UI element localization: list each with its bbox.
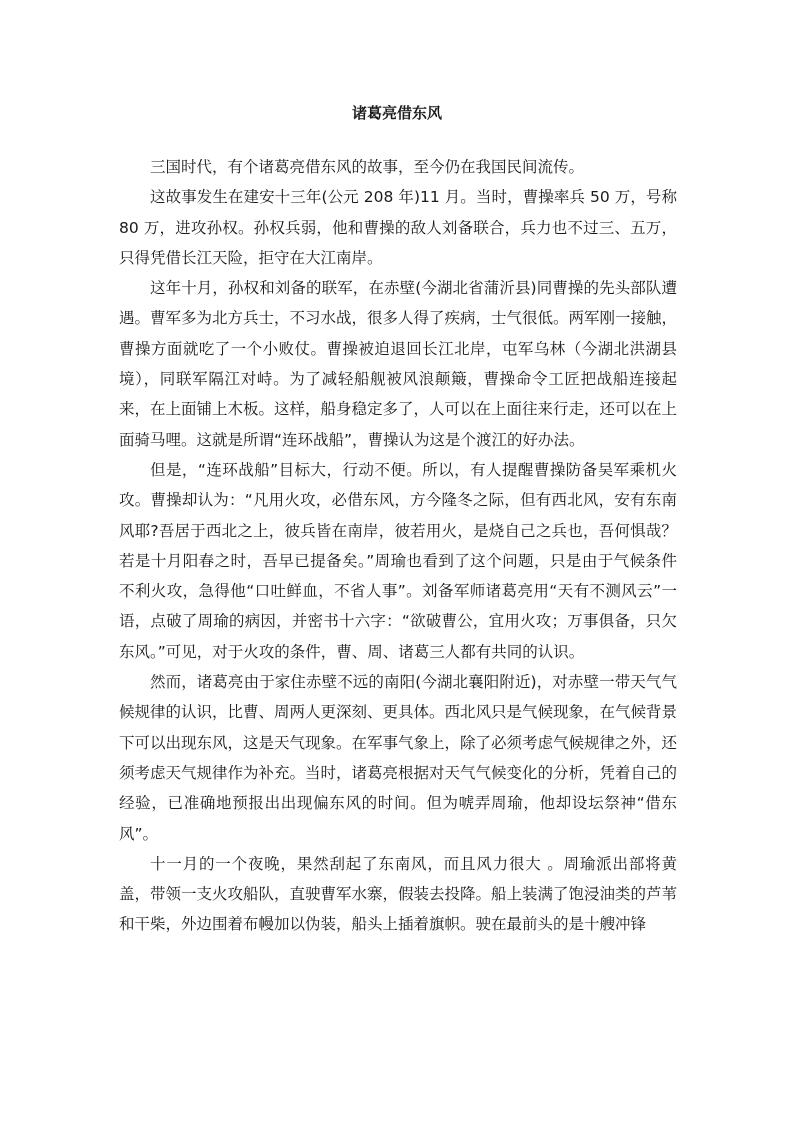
paragraph: 然而，诸葛亮由于家住赤壁不远的南阳(今湖北襄阳附近)，对赤壁一带天气气候规律的认识，比曹、周两人更深刻、更具体。西北风只是气候现象，在气候背景下可以出现东风，这是天气现象。在军事气象上，除了必须考虑气候规律之外，还须考虑天气规律作为补充。当时，诸葛亮根据对天气气候变化的分析，凭着自己的经验，已准确地预报出出现偏东风的时间。但为唬弄周瑜，他却设坛祭神“借东风”。 bbox=[119, 673, 678, 843]
paragraph: 三国时代，有个诸葛亮借东风的故事，至今仍在我国民间流传。 bbox=[150, 158, 585, 176]
paragraph: 十一月的一个夜晚，果然刮起了东南风，而且风力很大 。周瑜派出部将黄盖，带领一支火攻船队，直驶曹军水寨，假装去投降。船上装满了饱浸油类的芦苇和干柴，外边围着布幔加以伪装，船头上插着旗帜。驶在最前头的是十艘冲锋 bbox=[119, 854, 678, 934]
document-title: 诸葛亮借东风 bbox=[351, 104, 442, 122]
paragraph: 但是，“连环战船”目标大，行动不便。所以，有人提醒曹操防备吴军乘机火攻。曹操却认为：“凡用火攻，必借东风，方今隆冬之际，但有西北风，安有东南风耶?吾居于西北之上，彼兵皆在南岸，彼若用火，是烧自己之兵也，吾何惧哉？若是十月阳春之时，吾早已提备矣。”周瑜也看到了这个问题，只是由于气候条件不利火攻，急得他“口吐鲜血，不省人事”。刘备军师诸葛亮用“天有不测风云”一语，点破了周瑜的病因，并密书十六字：“欲破曹公，宜用火攻；万事俱备，只欠东风。”可见，对于火攻的条件，曹、周、诸葛三人都有共同的认识。 bbox=[119, 460, 677, 661]
paragraph: 这年十月，孙权和刘备的联军，在赤壁(今湖北省蒲沂县)同曹操的先头部队遭遇。曹军多为北方兵士，不习水战，很多人得了疾病，士气很低。两军刚一接触，曹操方面就吃了一个小败仗。曹操被迫退回长江北岸，屯军乌林（今湖北洪湖县境），同联军隔江对峙。为了减轻船舰被风浪颠簸，曹操命令工匠把战船连接起来，在上面铺上木板。这样，船身稳定多了，人可以在上面往来行走，还可以在上面骑马哩。这就是所谓“连环战船”，曹操认为这是个渡江的好办法。 bbox=[119, 279, 678, 449]
paragraph: 这故事发生在建安十三年(公元 208 年)11 月。当时，曹操率兵 50 万，号称 80 万，进攻孙权。孙权兵弱，他和曹操的敌人刘备联合，兵力也不过三、五万，只得凭借长江天险，拒守在大江南岸。 bbox=[119, 188, 677, 267]
document-body bbox=[119, 152, 677, 940]
